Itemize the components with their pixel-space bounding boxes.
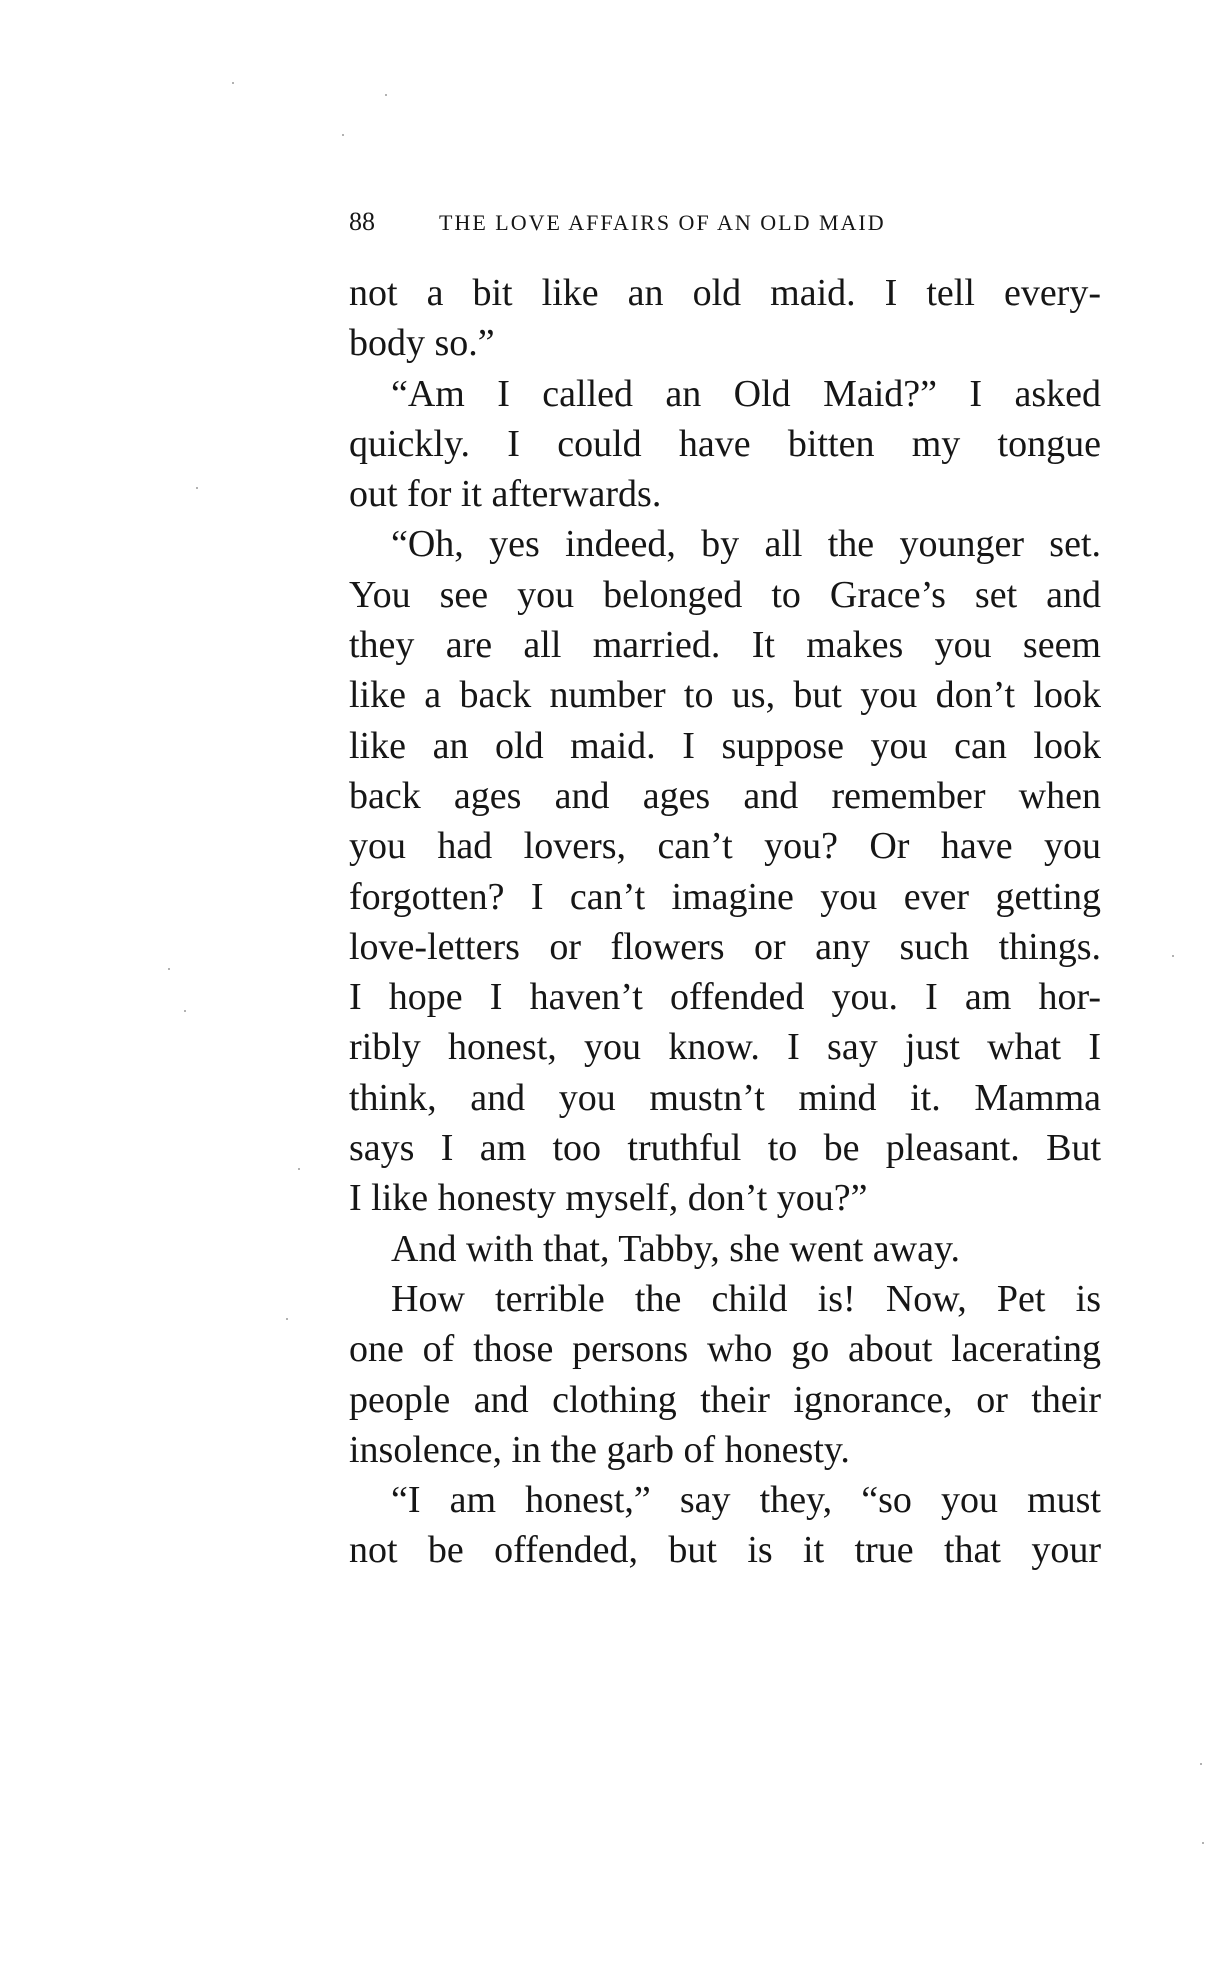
text-line: “Oh, yes indeed, by all the younger set. bbox=[391, 523, 1101, 566]
text-line: people and clothing their ignorance, or their bbox=[349, 1378, 1101, 1421]
text-line: out for it afterwards. bbox=[349, 473, 662, 516]
text-line: I hope I haven’t offended you. I am hor- bbox=[349, 976, 1101, 1019]
page-number: 88 bbox=[349, 207, 375, 236]
text-line: not be offended, but is it true that your bbox=[349, 1529, 1101, 1572]
text-line: like a back number to us, but you don’t look bbox=[349, 674, 1101, 717]
running-title: THE LOVE AFFAIRS OF AN OLD MAID bbox=[439, 210, 886, 235]
text-line: “I am honest,” say they, “so you must bbox=[391, 1479, 1101, 1522]
text-line: You see you belonged to Grace’s set and bbox=[349, 573, 1101, 616]
text-line: quickly. I could have bitten my tongue bbox=[349, 422, 1101, 465]
text-line: think, and you mustn’t mind it. Mamma bbox=[349, 1076, 1101, 1119]
text-line: body so.” bbox=[349, 322, 495, 365]
text-line: forgotten? I can’t imagine you ever getting bbox=[349, 875, 1101, 918]
text-line: “Am I called an Old Maid?” I asked bbox=[391, 372, 1101, 415]
running-head bbox=[349, 202, 1109, 242]
paper-speck bbox=[298, 1168, 300, 1170]
text-line: back ages and ages and remember when bbox=[349, 774, 1101, 817]
paper-speck bbox=[232, 82, 234, 84]
text-line: they are all married. It makes you seem bbox=[349, 624, 1101, 667]
text-line: And with that, Tabby, she went away. bbox=[391, 1227, 960, 1270]
paper-speck bbox=[1202, 1842, 1204, 1844]
paper-speck bbox=[1200, 1763, 1202, 1765]
paper-speck bbox=[168, 968, 170, 970]
paper-speck bbox=[385, 94, 387, 96]
text-line: I like honesty myself, don’t you?” bbox=[349, 1177, 868, 1220]
text-line: love-letters or flowers or any such things. bbox=[349, 925, 1101, 968]
paper-speck bbox=[196, 487, 198, 489]
text-line: insolence, in the garb of honesty. bbox=[349, 1428, 850, 1471]
paper-speck bbox=[1172, 955, 1174, 957]
text-line: says I am too truthful to be pleasant. But bbox=[349, 1127, 1101, 1170]
text-line: not a bit like an old maid. I tell every- bbox=[349, 272, 1101, 314]
text-line: ribly honest, you know. I say just what I bbox=[349, 1026, 1101, 1069]
text-line: you had lovers, can’t you? Or have you bbox=[349, 825, 1101, 868]
paper-speck bbox=[342, 134, 344, 136]
text-line: How terrible the child is! Now, Pet is bbox=[391, 1277, 1101, 1320]
text-line: like an old maid. I suppose you can look bbox=[349, 724, 1101, 767]
text-line: one of those persons who go about lacerating bbox=[349, 1328, 1101, 1371]
paper-speck bbox=[184, 1010, 186, 1012]
paper-speck bbox=[286, 1318, 288, 1320]
body-text bbox=[349, 268, 1101, 1576]
